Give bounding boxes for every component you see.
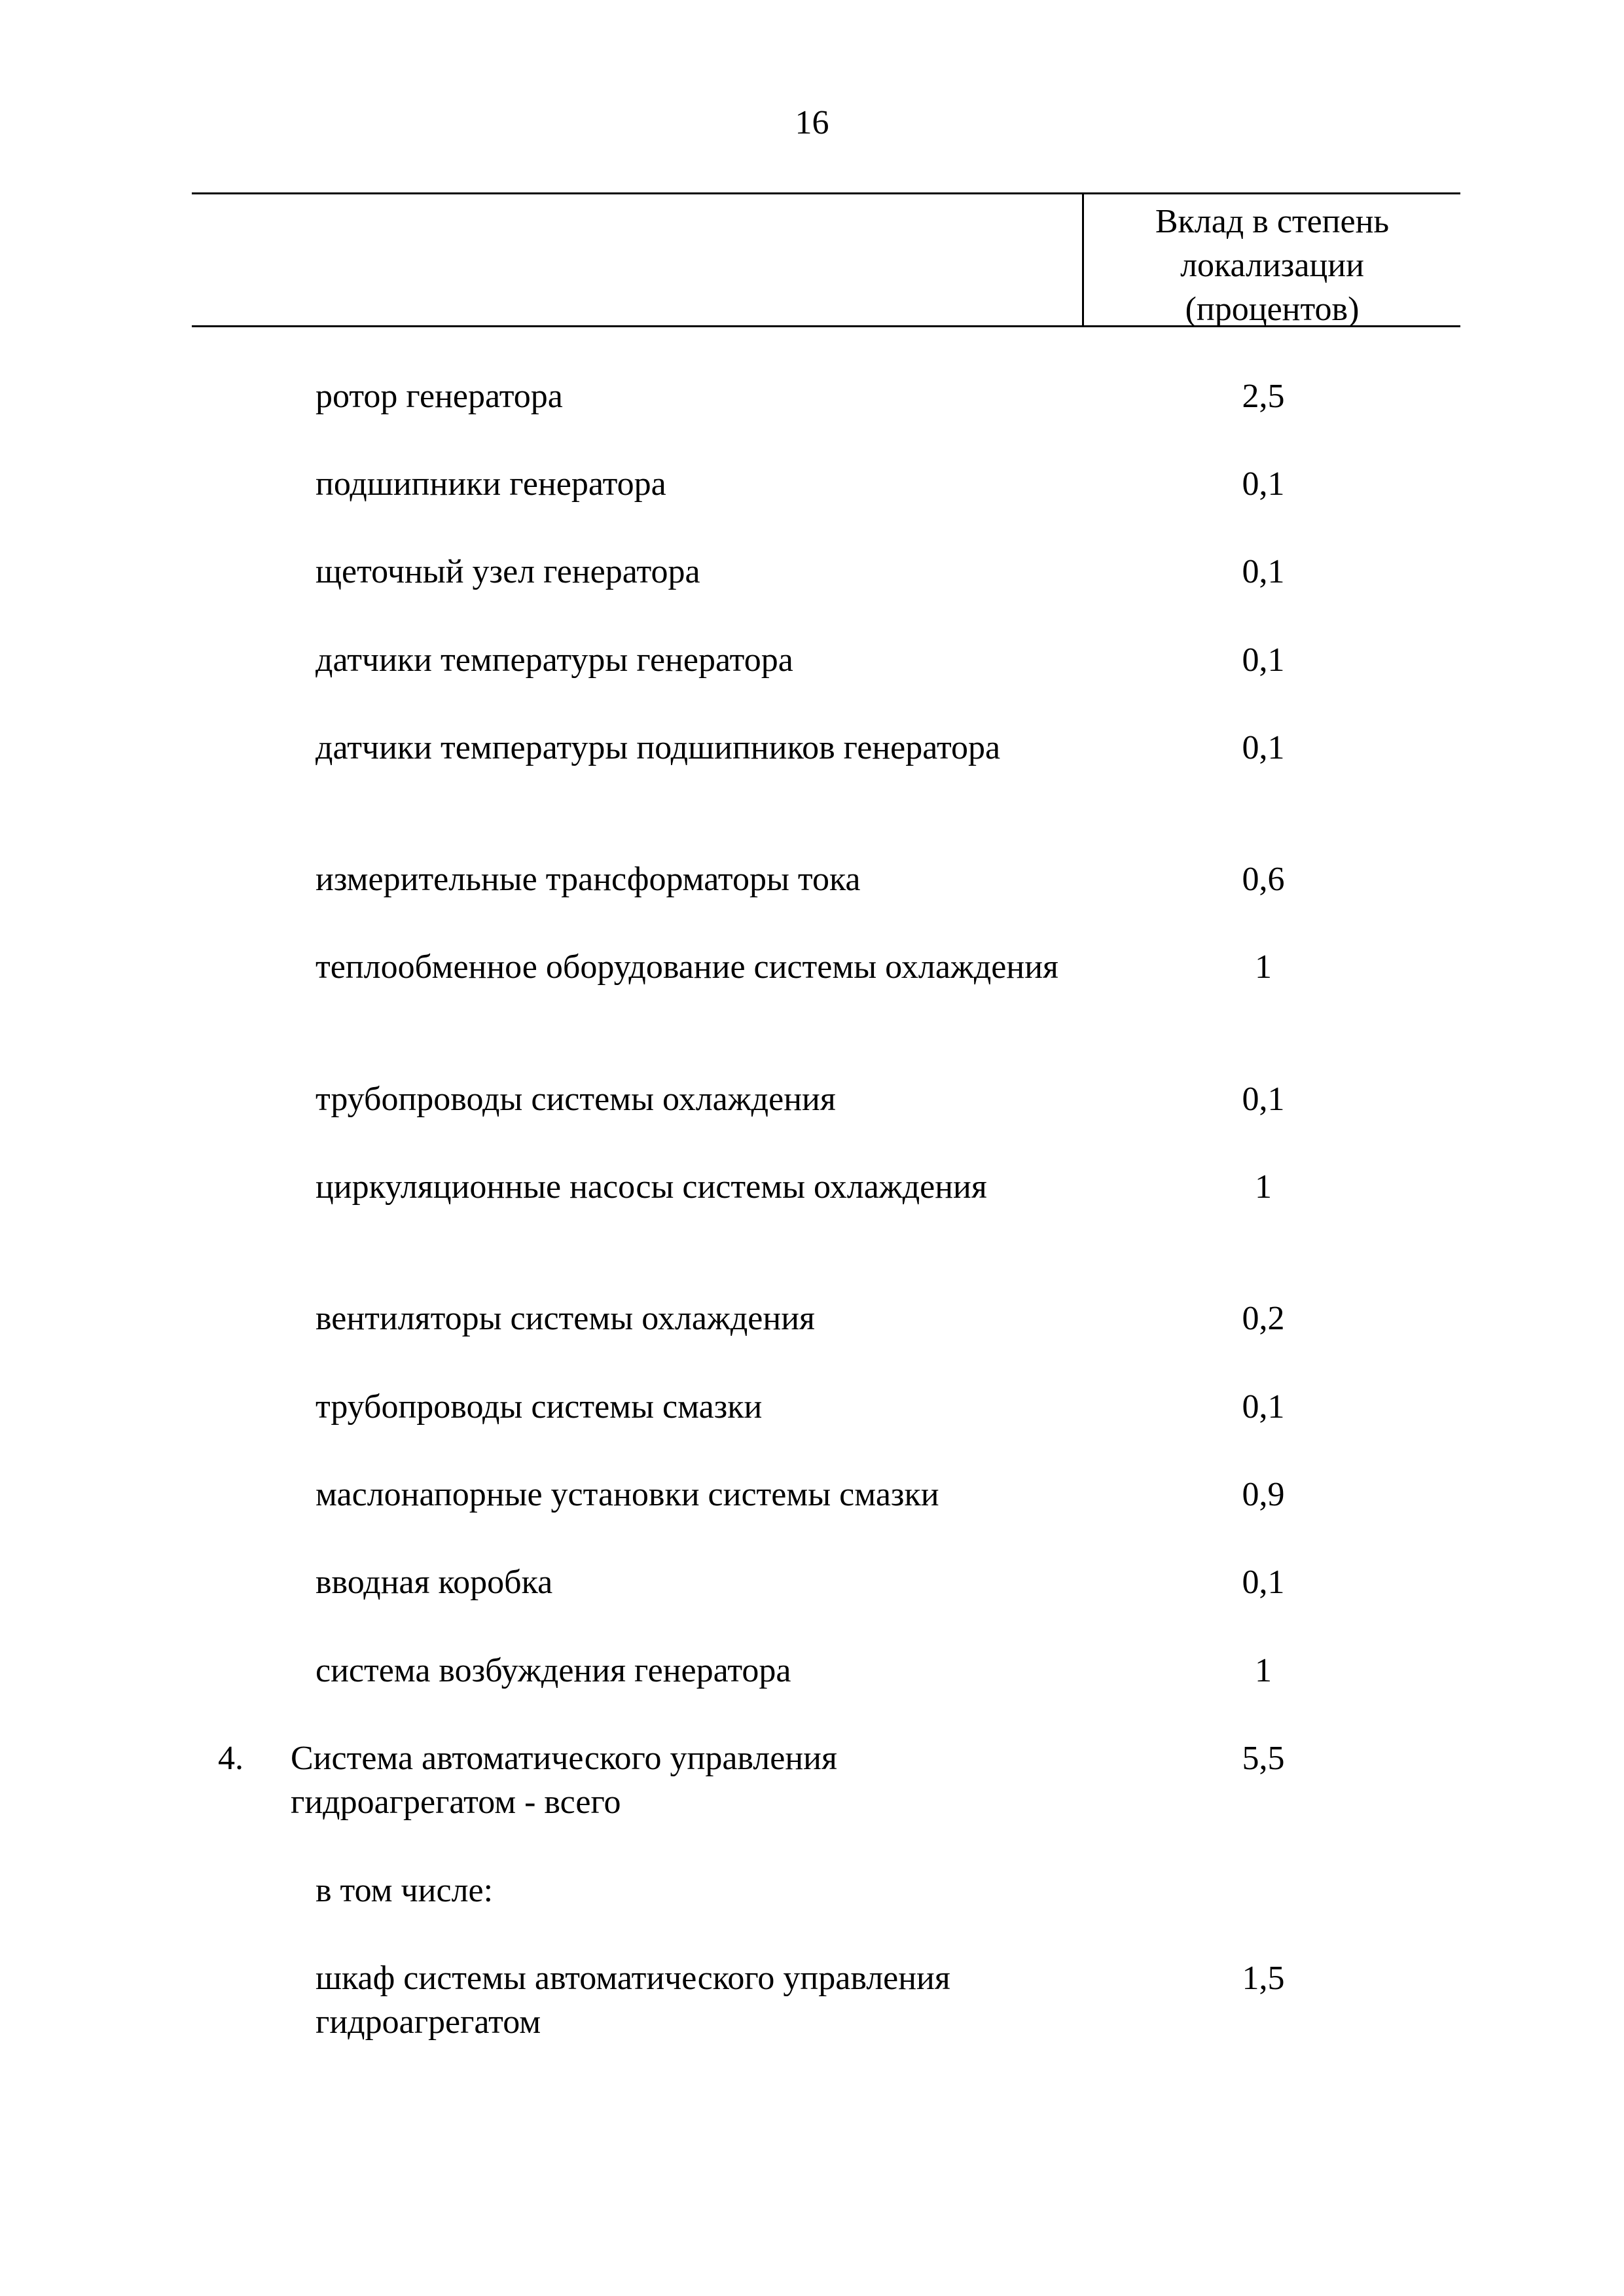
row-label: Система автоматического управления гидроагрегатом - всего [291, 1740, 837, 1821]
row-label: вводная коробка [316, 1564, 553, 1601]
row-value: 1 [1255, 1168, 1272, 1206]
value-column-header-line-2: локализации [1180, 247, 1364, 284]
row-value: 0,2 [1242, 1300, 1285, 1337]
row-label: измерительные трансформаторы тока [316, 861, 861, 898]
row-value: 0,1 [1242, 465, 1285, 503]
row-label: циркуляционные насосы системы охлаждения [316, 1168, 987, 1206]
row-value: 0,1 [1242, 1564, 1285, 1601]
row-label: ротор генератора [316, 378, 563, 415]
row-label: теплообменное оборудование системы охлаждения [316, 948, 1058, 986]
row-label: щеточный узел генератора [316, 553, 700, 590]
row-value: 2,5 [1242, 378, 1285, 415]
value-column-header-line-1: Вклад в степень [1155, 203, 1390, 240]
row-label: маслонапорные установки системы смазки [316, 1476, 939, 1513]
row-label: трубопроводы системы смазки [316, 1388, 763, 1426]
row-value: 0,1 [1242, 1081, 1285, 1118]
row-label: система возбуждения генератора [316, 1652, 791, 1689]
row-value: 1,5 [1242, 1960, 1285, 1997]
row-value: 0,9 [1242, 1476, 1285, 1513]
row-label: подшипники генератора [316, 465, 666, 503]
value-column-header-line-3: (процентов) [1185, 291, 1360, 328]
page-number: 16 [795, 104, 829, 141]
row-label: вентиляторы системы охлаждения [316, 1300, 815, 1337]
row-value: 0,1 [1242, 553, 1285, 590]
row-value: 1 [1255, 1652, 1272, 1689]
row-label: шкаф системы автоматического управления гидроагрегатом [316, 1960, 950, 2041]
row-value: 1 [1255, 948, 1272, 986]
row-value: 5,5 [1242, 1740, 1285, 1777]
row-value: 0,1 [1242, 641, 1285, 679]
row-label: датчики температуры генератора [316, 641, 793, 679]
row-value: 0,6 [1242, 861, 1285, 898]
row-value: 0,1 [1242, 729, 1285, 766]
row-label: в том числе: [316, 1872, 494, 1909]
row-label: датчики температуры подшипников генератора [316, 729, 1001, 766]
row-value: 0,1 [1242, 1388, 1285, 1426]
row-label: трубопроводы системы охлаждения [316, 1081, 836, 1118]
row-number: 4. [218, 1740, 244, 1777]
